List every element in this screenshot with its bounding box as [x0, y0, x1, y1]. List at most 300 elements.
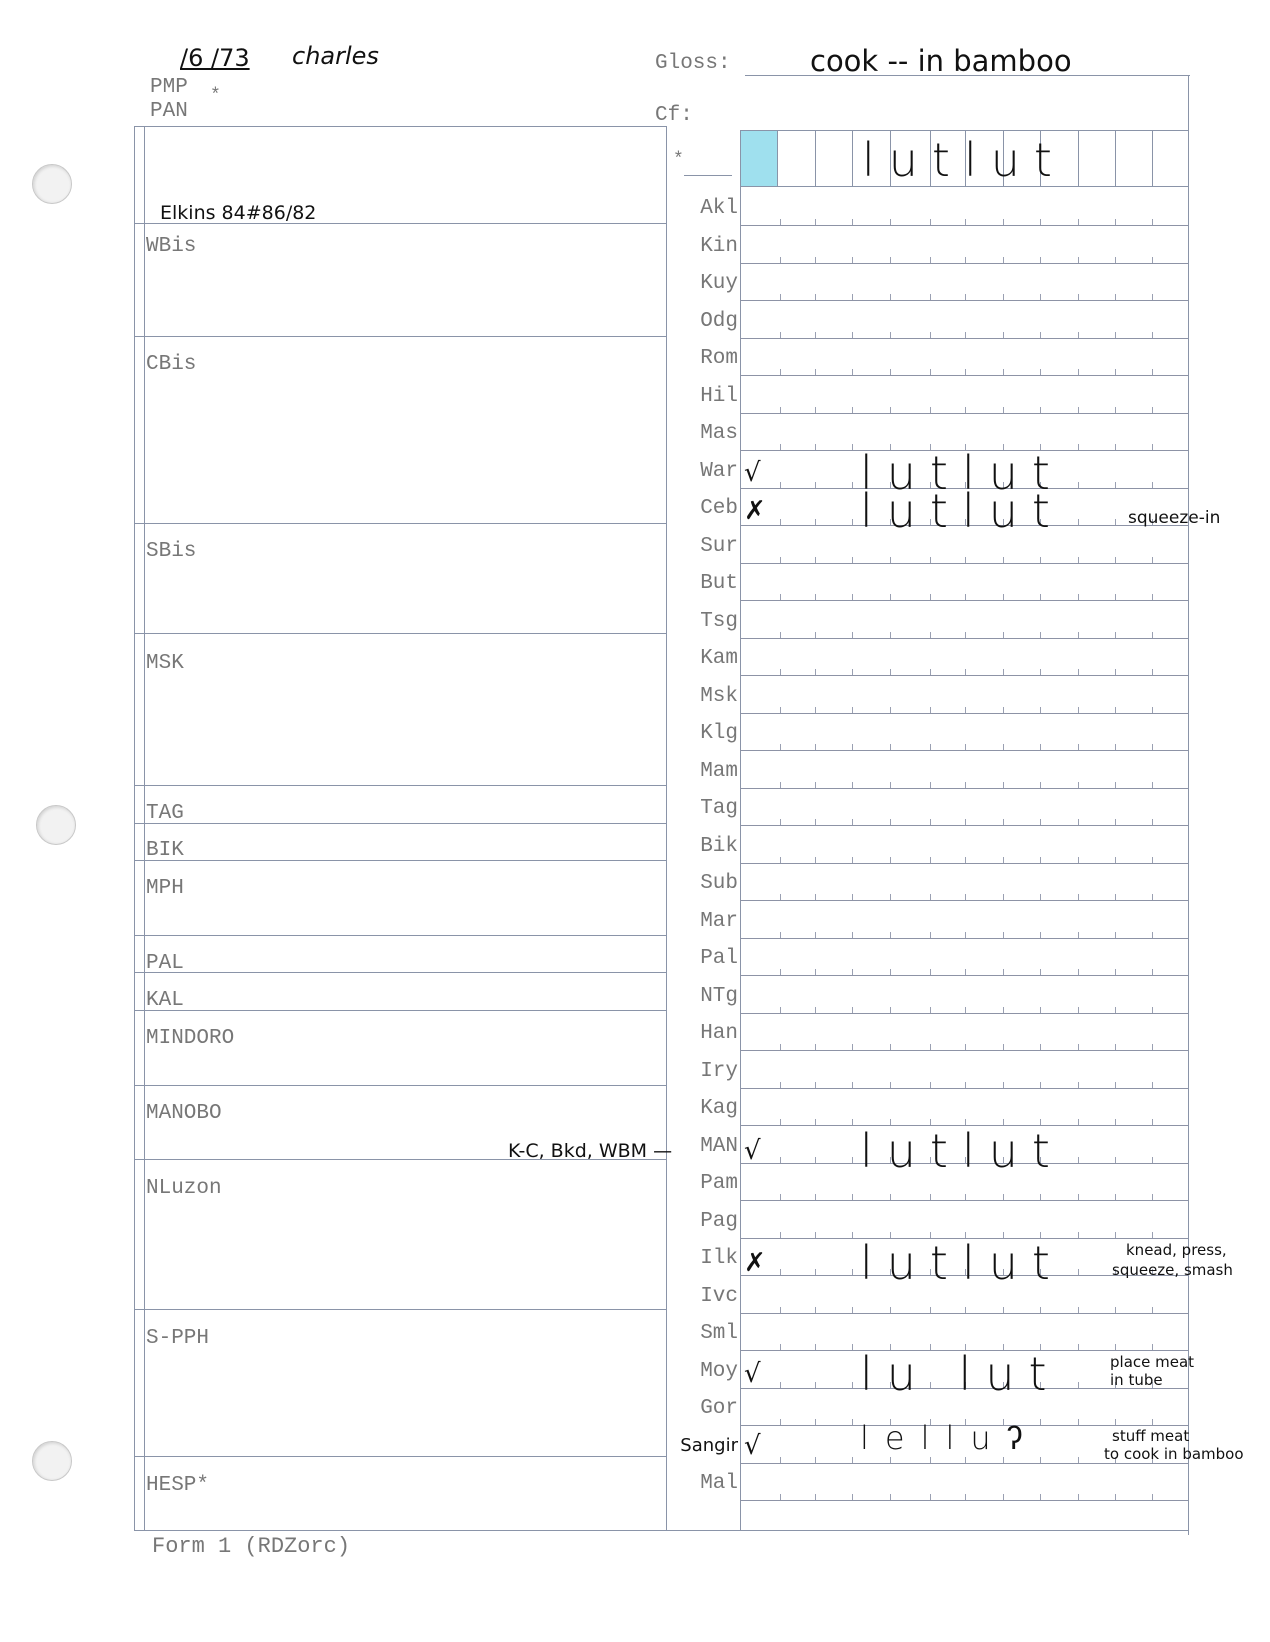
row-tick: [780, 1457, 781, 1463]
row-tick: [965, 894, 966, 900]
row-tick: [1115, 782, 1116, 788]
cf-label: Cf:: [655, 104, 693, 127]
row-tick: [965, 407, 966, 413]
row-tick: [780, 1382, 781, 1388]
language-label: Kin: [700, 234, 738, 258]
row-tick: [1078, 969, 1079, 975]
row-tick: [780, 1419, 781, 1425]
row-tick: [1115, 1232, 1116, 1238]
row-tick: [852, 1269, 853, 1275]
row-tick: [852, 1157, 853, 1163]
row-tick: [1078, 1419, 1079, 1425]
row-tick: [1078, 369, 1079, 375]
row-tick: [1078, 1082, 1079, 1088]
language-label: Pal: [700, 947, 738, 970]
row-tick: [815, 857, 816, 863]
row-tick: [780, 332, 781, 338]
language-label: Akl: [700, 197, 738, 220]
row-tick: [852, 219, 853, 225]
sangir-note-line1: stuff meat: [1112, 1427, 1190, 1445]
row-tick: [890, 782, 891, 788]
region-label-mph: MPH: [146, 877, 184, 900]
row-tick: [1078, 594, 1079, 600]
row-tick: [930, 632, 931, 638]
row-tick: [780, 294, 781, 300]
row-tick: [780, 932, 781, 938]
row-tick: [1152, 1232, 1153, 1238]
row-tick: [1152, 407, 1153, 413]
row-tick: [930, 1457, 931, 1463]
row-tick: [852, 707, 853, 713]
frame-middle-left: [666, 126, 667, 1530]
row-tick: [1040, 1007, 1041, 1013]
row-tick: [815, 1157, 816, 1163]
row-tick: [1040, 219, 1041, 225]
row-tick: [852, 1194, 853, 1200]
region-label-sbis: SBis: [146, 540, 197, 563]
language-label: Mas: [700, 422, 738, 445]
language-label: Gor: [700, 1397, 738, 1420]
row-tick: [780, 1007, 781, 1013]
row-tick: [890, 857, 891, 863]
region-label-pal: PAL: [146, 952, 184, 975]
row-tick: [1003, 744, 1004, 750]
row-tick: [1152, 707, 1153, 713]
row-tick: [852, 1307, 853, 1313]
ilk-check: ✗: [744, 1248, 766, 1278]
row-tick: [965, 969, 966, 975]
region-divider: [134, 935, 666, 936]
row-tick: [1115, 594, 1116, 600]
row-tick: [852, 894, 853, 900]
row-tick: [1078, 669, 1079, 675]
row-tick: [965, 1007, 966, 1013]
row-tick: [1040, 1419, 1041, 1425]
row-tick: [930, 1194, 931, 1200]
proto-cell-divider: [1078, 130, 1079, 186]
row-tick: [780, 1194, 781, 1200]
row-tick: [1152, 1007, 1153, 1013]
row-tick: [1040, 1194, 1041, 1200]
row-tick: [930, 1307, 931, 1313]
row-tick: [780, 594, 781, 600]
row-tick: [815, 1307, 816, 1313]
row-tick: [930, 1082, 931, 1088]
language-row-line: [740, 900, 1188, 901]
row-tick: [1152, 482, 1153, 488]
region-divider: [134, 1456, 666, 1457]
ceb-note: squeeze-in: [1128, 508, 1221, 528]
row-tick: [852, 332, 853, 338]
row-tick: [1115, 332, 1116, 338]
row-tick: [965, 294, 966, 300]
row-tick: [815, 444, 816, 450]
region-label-mindoro: MINDORO: [146, 1027, 235, 1050]
language-label: Tsg: [700, 609, 738, 633]
row-tick: [1078, 519, 1079, 525]
row-tick: [930, 782, 931, 788]
row-tick: [890, 219, 891, 225]
row-tick: [852, 669, 853, 675]
row-tick: [890, 894, 891, 900]
row-tick: [930, 744, 931, 750]
row-tick: [1115, 482, 1116, 488]
region-divider: [134, 1085, 666, 1086]
row-tick: [1040, 744, 1041, 750]
row-tick: [1003, 1007, 1004, 1013]
row-tick: [1152, 1157, 1153, 1163]
row-tick: [815, 594, 816, 600]
row-tick: [1115, 369, 1116, 375]
region-label-bik: BIK: [146, 839, 184, 862]
row-tick: [1078, 257, 1079, 263]
row-tick: [1040, 857, 1041, 863]
row-tick: [780, 632, 781, 638]
row-tick: [1152, 1082, 1153, 1088]
row-tick: [1152, 1307, 1153, 1313]
row-tick: [1115, 1157, 1116, 1163]
moy-form: lu lut: [860, 1347, 1061, 1401]
language-label: But: [700, 572, 738, 595]
row-tick: [852, 444, 853, 450]
row-tick: [1003, 894, 1004, 900]
row-tick: [1040, 1457, 1041, 1463]
row-tick: [780, 669, 781, 675]
row-tick: [1115, 707, 1116, 713]
language-label: Kam: [700, 647, 738, 670]
row-tick: [1003, 1194, 1004, 1200]
row-tick: [852, 1457, 853, 1463]
language-row-line: [740, 825, 1188, 826]
row-tick: [815, 894, 816, 900]
region-divider: [134, 860, 666, 861]
row-tick: [965, 1194, 966, 1200]
row-tick: [1003, 1082, 1004, 1088]
row-tick: [780, 1157, 781, 1163]
row-tick: [780, 1119, 781, 1125]
row-tick: [815, 1269, 816, 1275]
row-tick: [852, 1082, 853, 1088]
row-tick: [1003, 1457, 1004, 1463]
row-tick: [1115, 1344, 1116, 1350]
row-tick: [965, 557, 966, 563]
row-tick: [815, 1007, 816, 1013]
row-tick: [1152, 932, 1153, 938]
row-tick: [815, 669, 816, 675]
row-tick: [815, 932, 816, 938]
row-tick: [1040, 932, 1041, 938]
language-label: Ilk: [700, 1247, 738, 1270]
language-row-line: [740, 413, 1188, 414]
row-tick: [780, 707, 781, 713]
row-tick: [1040, 782, 1041, 788]
region-label-manobo: MANOBO: [146, 1102, 222, 1125]
row-tick: [930, 257, 931, 263]
row-tick: [852, 1344, 853, 1350]
row-tick: [1003, 932, 1004, 938]
row-tick: [1078, 1157, 1079, 1163]
row-tick: [1078, 894, 1079, 900]
row-tick: [780, 782, 781, 788]
row-tick: [1003, 407, 1004, 413]
row-tick: [965, 219, 966, 225]
language-row-line: [740, 225, 1188, 226]
row-tick: [852, 819, 853, 825]
row-tick: [965, 594, 966, 600]
row-tick: [1078, 1344, 1079, 1350]
row-tick: [1115, 294, 1116, 300]
language-row-line: [740, 1088, 1188, 1089]
row-tick: [930, 669, 931, 675]
ceb-check: ✗: [744, 496, 766, 526]
region-divider: [134, 823, 666, 824]
language-label: Sangir: [680, 1434, 738, 1456]
row-tick: [1152, 219, 1153, 225]
row-tick: [930, 369, 931, 375]
language-row-line: [740, 263, 1188, 264]
row-tick: [852, 1007, 853, 1013]
row-tick: [1078, 1044, 1079, 1050]
sangir-check: √: [744, 1431, 761, 1461]
row-tick: [930, 1007, 931, 1013]
man-cross-ref: K-C, Bkd, WBM —: [508, 1140, 673, 1162]
row-tick: [930, 1044, 931, 1050]
row-tick: [1152, 632, 1153, 638]
language-label: Han: [700, 1022, 738, 1045]
language-row-line: [740, 1013, 1188, 1014]
row-tick: [890, 632, 891, 638]
row-tick: [890, 332, 891, 338]
row-tick: [1115, 1419, 1116, 1425]
row-tick: [965, 332, 966, 338]
row-tick: [1152, 669, 1153, 675]
row-tick: [852, 407, 853, 413]
proto-star-underline: [684, 175, 732, 176]
row-tick: [1115, 819, 1116, 825]
row-tick: [1003, 1494, 1004, 1500]
row-tick: [890, 594, 891, 600]
language-label: Mal: [700, 1472, 738, 1495]
ceb-form: lutlut: [860, 484, 1064, 538]
proto-highlight-cell: [741, 131, 777, 186]
row-tick: [930, 894, 931, 900]
row-tick: [890, 932, 891, 938]
row-tick: [890, 257, 891, 263]
language-label: Sur: [700, 534, 738, 558]
row-tick: [1003, 594, 1004, 600]
ilk-note-line1: knead, press,: [1126, 1241, 1227, 1259]
row-tick: [1078, 557, 1079, 563]
row-tick: [1078, 294, 1079, 300]
frame-right: [1188, 75, 1189, 1535]
language-label: NTg: [700, 984, 738, 1008]
row-tick: [852, 594, 853, 600]
row-tick: [815, 369, 816, 375]
row-tick: [780, 1044, 781, 1050]
row-tick: [1003, 369, 1004, 375]
row-tick: [1003, 557, 1004, 563]
row-tick: [815, 1382, 816, 1388]
row-tick: [780, 257, 781, 263]
language-row-line: [740, 338, 1188, 339]
row-tick: [852, 632, 853, 638]
row-tick: [890, 557, 891, 563]
row-tick: [1078, 1494, 1079, 1500]
row-tick: [1152, 819, 1153, 825]
row-tick: [1152, 257, 1153, 263]
proto-cell-divider: [852, 130, 853, 186]
row-tick: [815, 1194, 816, 1200]
row-tick: [1152, 444, 1153, 450]
row-tick: [1115, 969, 1116, 975]
pan-label: PAN: [150, 100, 188, 123]
row-tick: [1115, 932, 1116, 938]
row-tick: [852, 1419, 853, 1425]
language-row-line: [740, 675, 1188, 676]
row-tick: [1003, 1044, 1004, 1050]
row-tick: [1003, 857, 1004, 863]
row-tick: [1040, 669, 1041, 675]
row-tick: [780, 1232, 781, 1238]
row-tick: [930, 969, 931, 975]
row-tick: [1152, 557, 1153, 563]
row-tick: [1040, 1044, 1041, 1050]
row-tick: [815, 819, 816, 825]
row-tick: [1003, 632, 1004, 638]
binder-hole-bottom: [32, 1441, 72, 1481]
region-label-wbis: WBis: [146, 235, 197, 258]
row-tick: [780, 444, 781, 450]
language-row-line: [740, 1200, 1188, 1201]
row-tick: [1152, 969, 1153, 975]
row-tick: [780, 1269, 781, 1275]
row-tick: [1078, 444, 1079, 450]
row-tick: [1040, 594, 1041, 600]
row-tick: [1078, 744, 1079, 750]
proto-cell-divider: [1152, 130, 1153, 186]
language-label: Sml: [700, 1322, 738, 1345]
row-tick: [780, 1307, 781, 1313]
region-label-kal: KAL: [146, 989, 184, 1012]
language-row-line: [740, 1313, 1188, 1314]
row-tick: [890, 744, 891, 750]
row-tick: [815, 482, 816, 488]
row-tick: [1003, 1307, 1004, 1313]
row-tick: [1152, 1494, 1153, 1500]
row-tick: [1115, 1082, 1116, 1088]
row-tick: [1078, 1232, 1079, 1238]
man-form: lutlut: [860, 1124, 1064, 1178]
row-tick: [1115, 632, 1116, 638]
row-tick: [1040, 1307, 1041, 1313]
region-divider: [134, 523, 666, 524]
row-tick: [852, 969, 853, 975]
row-tick: [930, 857, 931, 863]
row-tick: [1003, 707, 1004, 713]
row-tick: [780, 1494, 781, 1500]
binder-hole-middle: [36, 805, 76, 845]
row-tick: [890, 1194, 891, 1200]
language-label: Iry: [700, 1059, 738, 1083]
row-tick: [780, 857, 781, 863]
row-tick: [852, 1382, 853, 1388]
row-tick: [815, 332, 816, 338]
language-row-line: [740, 750, 1188, 751]
language-row-line: [740, 563, 1188, 564]
row-tick: [1040, 332, 1041, 338]
row-tick: [780, 407, 781, 413]
row-tick: [815, 744, 816, 750]
form-footer: Form 1 (RDZorc): [152, 1534, 351, 1559]
row-tick: [815, 407, 816, 413]
row-tick: [852, 482, 853, 488]
moy-note-line1: place meat: [1110, 1353, 1195, 1371]
sangir-note-line2: to cook in bamboo: [1104, 1445, 1244, 1463]
row-tick: [1078, 857, 1079, 863]
row-tick: [1078, 819, 1079, 825]
row-tick: [890, 819, 891, 825]
row-tick: [1115, 1119, 1116, 1125]
frame-bottom: [134, 1530, 1188, 1531]
language-label: Klg: [700, 722, 738, 745]
row-tick: [1078, 407, 1079, 413]
row-tick: [1152, 1419, 1153, 1425]
language-label: MAN: [700, 1134, 738, 1158]
row-tick: [1078, 1119, 1079, 1125]
language-row-line: [740, 300, 1188, 301]
row-tick: [852, 1044, 853, 1050]
row-tick: [965, 369, 966, 375]
row-tick: [852, 782, 853, 788]
row-tick: [780, 557, 781, 563]
language-row-line: [740, 638, 1188, 639]
row-tick: [1152, 294, 1153, 300]
row-tick: [815, 557, 816, 563]
row-tick: [780, 744, 781, 750]
language-label: Mam: [700, 759, 738, 783]
row-tick: [890, 407, 891, 413]
row-tick: [1078, 932, 1079, 938]
row-tick: [965, 632, 966, 638]
language-label: Odg: [700, 309, 738, 333]
language-label: Mar: [700, 909, 738, 933]
row-tick: [780, 969, 781, 975]
language-row-line: [740, 788, 1188, 789]
row-tick: [815, 257, 816, 263]
row-tick: [930, 932, 931, 938]
row-tick: [1040, 894, 1041, 900]
row-tick: [780, 1082, 781, 1088]
row-tick: [1152, 332, 1153, 338]
row-tick: [890, 294, 891, 300]
moy-note-line2: in tube: [1110, 1371, 1163, 1389]
language-label: War: [700, 459, 738, 483]
row-tick: [1078, 1307, 1079, 1313]
region-label-tag: TAG: [146, 802, 184, 825]
row-tick: [815, 219, 816, 225]
row-tick: [965, 819, 966, 825]
row-tick: [890, 1007, 891, 1013]
row-tick: [1152, 857, 1153, 863]
row-tick: [930, 294, 931, 300]
row-tick: [1078, 1269, 1079, 1275]
row-tick: [852, 1232, 853, 1238]
row-tick: [965, 1082, 966, 1088]
row-tick: [1115, 744, 1116, 750]
row-tick: [930, 707, 931, 713]
row-tick: [1152, 1044, 1153, 1050]
language-row-line: [740, 1500, 1188, 1501]
